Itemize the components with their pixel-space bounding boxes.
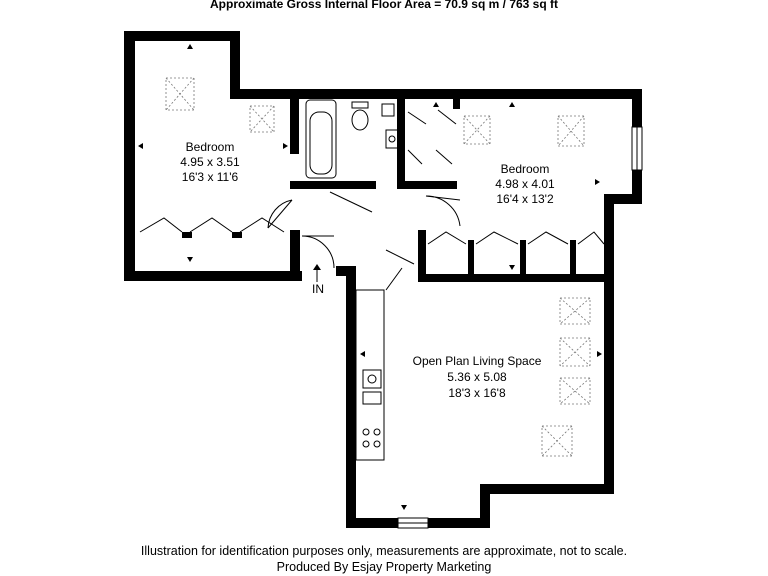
room-living-space [413,354,542,400]
room-metric: 4.95 x 3.51 [180,155,240,169]
room-imperial: 16'4 x 13'2 [496,192,554,206]
entrance-arrow-icon [313,264,321,282]
disclaimer-text: Illustration for identification purposes only, measurements are approximate, not to scale. [140,544,628,558]
room-name: Bedroom [500,162,550,176]
room-name: Bedroom [185,140,235,154]
room-bedroom-1 [180,140,240,184]
room-name: Open Plan Living Space [412,354,542,368]
interior-walls [290,99,614,282]
wardrobe-right [428,232,604,244]
skylights [166,78,590,456]
floor-area-title: Approximate Gross Internal Floor Area = 70.9 sq m / 763 sq ft [210,0,558,11]
credit-text: Produced By Esjay Property Marketing [276,560,492,574]
room-metric: 5.36 x 5.08 [447,370,507,384]
kitchen-units [356,290,384,460]
wardrobe-left [140,218,284,238]
bathroom-fixtures [306,100,398,178]
room-metric: 4.98 x 4.01 [495,177,555,191]
entrance-label: IN [312,282,324,296]
room-bedroom-2 [495,162,555,206]
room-imperial: 18'3 x 16'8 [448,386,506,400]
room-imperial: 16'3 x 11'6 [181,170,239,184]
